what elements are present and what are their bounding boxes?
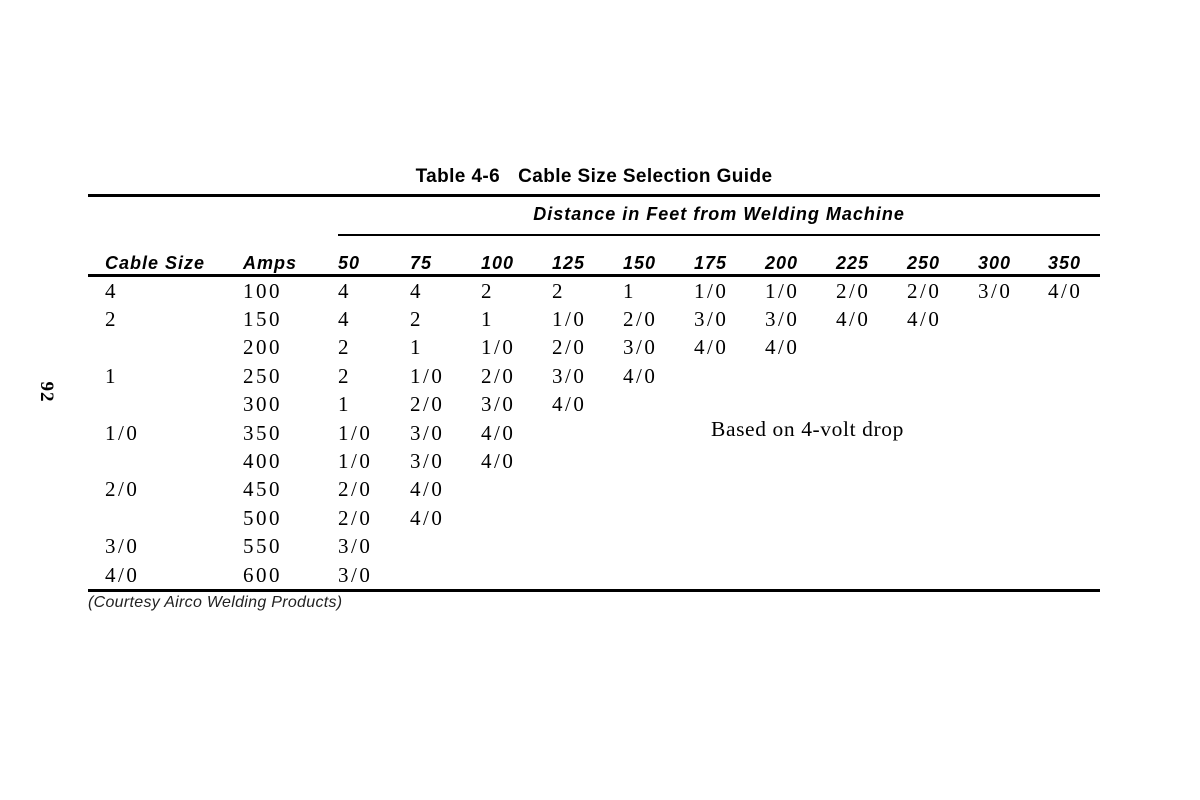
table-cell: 600 [243, 562, 282, 587]
table-cell [1048, 476, 1100, 504]
table-cell [1048, 561, 1100, 591]
table-cell [694, 504, 765, 532]
table-cell [623, 419, 694, 447]
table-cell: 2/0 [552, 335, 587, 360]
table-cell: 1/0 [694, 278, 729, 303]
cable-size-selection-table [88, 194, 1100, 592]
table-cell: 4/0 [481, 420, 516, 445]
table-cell [1048, 334, 1100, 362]
table-row [88, 533, 1100, 561]
table-cell: 4/0 [410, 477, 445, 502]
table-cell [907, 391, 978, 419]
table-cell [907, 419, 978, 447]
table-cell [552, 419, 623, 447]
table-cell [836, 447, 907, 475]
table-cell: 4/0 [481, 449, 516, 474]
table-cell [978, 334, 1048, 362]
table-cell [552, 561, 623, 591]
table-cell: 1/0 [765, 278, 800, 303]
table-cell [978, 305, 1048, 333]
table-row [88, 276, 1100, 306]
table-cell: 2/0 [481, 363, 516, 388]
table-row [88, 476, 1100, 504]
table-cell: 100 [243, 278, 282, 303]
table-cell [907, 476, 978, 504]
table-cell [978, 391, 1048, 419]
table-cell: 1/0 [105, 420, 140, 445]
table-cell: 4 [338, 278, 351, 303]
table-cell: 3/0 [410, 449, 445, 474]
table-cell: 400 [243, 449, 282, 474]
group-header-row [88, 196, 1100, 236]
table-cell [481, 476, 552, 504]
table-row [88, 334, 1100, 362]
column-header: 350 [1048, 235, 1100, 276]
table-cell [88, 334, 243, 362]
courtesy-credit: (Courtesy Airco Welding Products) [88, 594, 343, 611]
table-cell [836, 334, 907, 362]
table-cell [1048, 305, 1100, 333]
table-cell: 4/0 [765, 335, 800, 360]
table-cell [623, 504, 694, 532]
table-cell [907, 447, 978, 475]
table-cell [88, 447, 243, 475]
page-number: 92 [36, 381, 57, 403]
table-cell: 4/0 [694, 335, 729, 360]
table-cell: 3/0 [338, 534, 373, 559]
column-header: 50 [338, 235, 410, 276]
table-cell [978, 447, 1048, 475]
table-cell: 500 [243, 505, 282, 530]
table-cell [907, 362, 978, 390]
table-number-label: Table 4-6 [415, 166, 501, 187]
table-cell: 1/0 [338, 420, 373, 445]
table-cell [978, 504, 1048, 532]
table-cell: 2 [105, 307, 118, 332]
table-cell: 300 [243, 392, 282, 417]
table-cell [1048, 391, 1100, 419]
table-cell: 1 [481, 307, 494, 332]
table-cell [836, 504, 907, 532]
table-cell [765, 362, 836, 390]
table-cell: 250 [243, 363, 282, 388]
table-cell: 150 [243, 307, 282, 332]
table-cell [552, 533, 623, 561]
table-cell: 3/0 [694, 307, 729, 332]
table-cell: 1/0 [410, 363, 445, 388]
column-header: 200 [765, 235, 836, 276]
table-cell [836, 362, 907, 390]
table-cell: 3/0 [105, 534, 140, 559]
column-header: 300 [978, 235, 1048, 276]
table-cell [1048, 447, 1100, 475]
table-cell: 3/0 [338, 562, 373, 587]
table-cell [978, 561, 1048, 591]
table-cell [907, 561, 978, 591]
table-cell: 2 [338, 363, 351, 388]
table-cell [623, 391, 694, 419]
table-cell: 4 [410, 278, 423, 303]
table-cell [623, 533, 694, 561]
table-cell [765, 447, 836, 475]
table-cell [88, 504, 243, 532]
table-body [88, 276, 1100, 591]
table-cell [623, 561, 694, 591]
table-cell: 1 [105, 363, 118, 388]
table-cell: 4/0 [836, 307, 871, 332]
table-cell [1048, 533, 1100, 561]
table-cell [552, 476, 623, 504]
table-cell [978, 362, 1048, 390]
column-header: 175 [694, 235, 765, 276]
table-cell [907, 533, 978, 561]
table-cell: 3/0 [765, 307, 800, 332]
table-cell [552, 447, 623, 475]
column-header: Cable Size [88, 235, 243, 276]
table-cell: 2/0 [338, 477, 373, 502]
table-cell: 4/0 [105, 562, 140, 587]
table-cell: 3/0 [623, 335, 658, 360]
table-cell [907, 504, 978, 532]
table-cell: 1 [410, 335, 423, 360]
table-cell [978, 476, 1048, 504]
table-cell [765, 391, 836, 419]
table-cell [694, 447, 765, 475]
table-cell: 2/0 [623, 307, 658, 332]
table-cell [836, 561, 907, 591]
table-cell [694, 476, 765, 504]
table-cell [1048, 504, 1100, 532]
table-cell: 3/0 [481, 392, 516, 417]
table-cell: 2 [552, 278, 565, 303]
table-cell: 2/0 [410, 392, 445, 417]
table-cell: 2 [410, 307, 423, 332]
table-cell [765, 533, 836, 561]
table-cell: 4/0 [552, 392, 587, 417]
table-cell: 4/0 [623, 363, 658, 388]
table-row [88, 504, 1100, 532]
table-cell [410, 561, 481, 591]
table-cell [694, 362, 765, 390]
table-cell [836, 476, 907, 504]
table-cell [836, 533, 907, 561]
table-cell [88, 391, 243, 419]
table-cell: 3/0 [978, 278, 1013, 303]
table-cell [623, 476, 694, 504]
table-cell [765, 504, 836, 532]
table-cell [978, 533, 1048, 561]
distance-group-header: Distance in Feet from Welding Machine [338, 196, 1100, 236]
table-cell: 3/0 [552, 363, 587, 388]
table-cell [481, 533, 552, 561]
column-header-row [88, 235, 1100, 276]
table-title-text: Cable Size Selection Guide [518, 166, 773, 187]
table-cell [694, 391, 765, 419]
table-row [88, 391, 1100, 419]
table-cell [623, 447, 694, 475]
column-header: 150 [623, 235, 694, 276]
table-cell: 4 [338, 307, 351, 332]
table-cell [694, 533, 765, 561]
table-cell [552, 504, 623, 532]
table-title [88, 164, 1100, 190]
table-cell: 3/0 [410, 420, 445, 445]
table-cell [481, 561, 552, 591]
table-cell [836, 391, 907, 419]
table-cell: 1/0 [481, 335, 516, 360]
table-cell [907, 334, 978, 362]
table-cell [410, 533, 481, 561]
table-cell: 2/0 [105, 477, 140, 502]
table-cell: 2/0 [836, 278, 871, 303]
table-row [88, 419, 1100, 447]
table-cell: 1 [338, 392, 351, 417]
table-cell: 4/0 [410, 505, 445, 530]
column-header: 125 [552, 235, 623, 276]
column-header: 250 [907, 235, 978, 276]
table-cell: 2/0 [338, 505, 373, 530]
column-header: Amps [243, 235, 338, 276]
table-cell: 4/0 [1048, 278, 1083, 303]
table-cell [978, 419, 1048, 447]
volt-drop-note: Based on 4-volt drop [711, 417, 904, 441]
group-header-spacer [88, 196, 338, 236]
table-cell: 1 [623, 278, 636, 303]
table-cell: 4/0 [907, 307, 942, 332]
table-cell: 1/0 [338, 449, 373, 474]
column-header: 100 [481, 235, 552, 276]
column-header: 75 [410, 235, 481, 276]
table-cell [765, 476, 836, 504]
table-cell: 450 [243, 477, 282, 502]
table-cell: 2 [481, 278, 494, 303]
table-cell: 4 [105, 278, 118, 303]
table-cell: 200 [243, 335, 282, 360]
table-row [88, 561, 1100, 591]
column-header: 225 [836, 235, 907, 276]
table-cell [765, 561, 836, 591]
table-cell: 2 [338, 335, 351, 360]
table-cell: 550 [243, 534, 282, 559]
table-cell: 2/0 [907, 278, 942, 303]
table-cell [1048, 419, 1100, 447]
table-cell [481, 504, 552, 532]
table-row [88, 362, 1100, 390]
table-row [88, 447, 1100, 475]
table-cell: 350 [243, 420, 282, 445]
table-cell [694, 561, 765, 591]
table-cell: 1/0 [552, 307, 587, 332]
table-row [88, 305, 1100, 333]
table-cell [1048, 362, 1100, 390]
